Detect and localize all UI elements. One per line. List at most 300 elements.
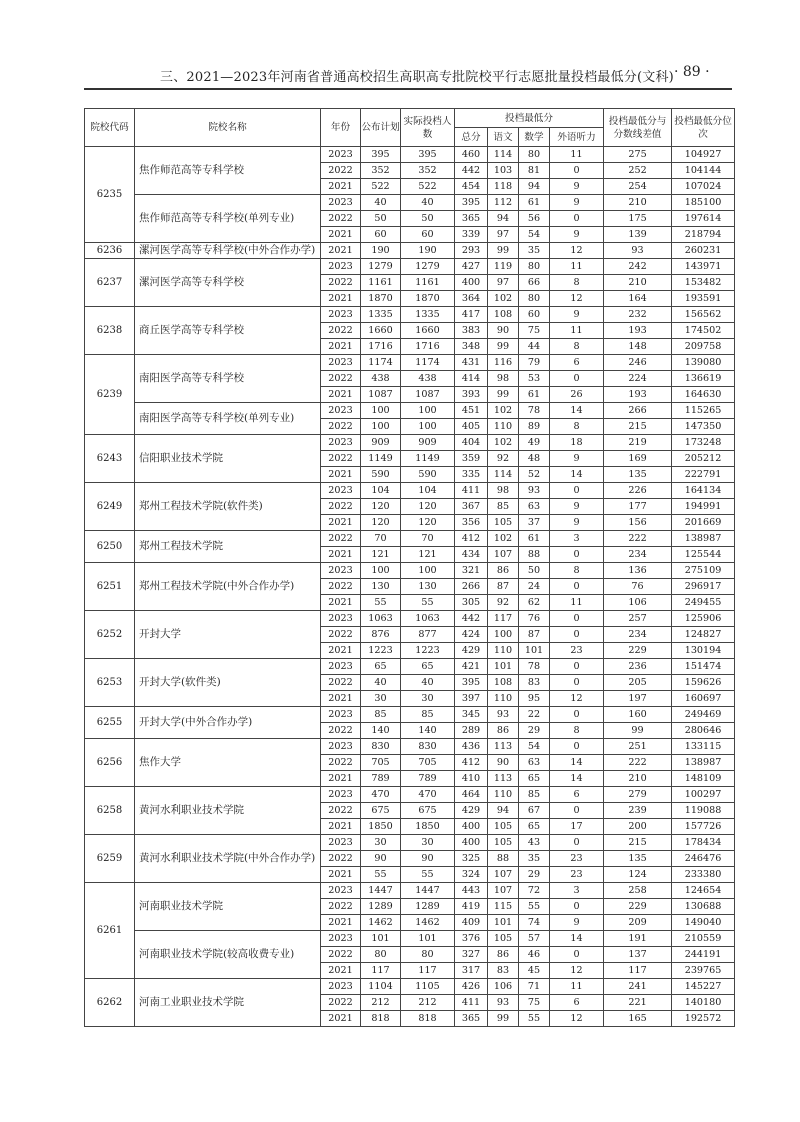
cell-math: 60 bbox=[519, 307, 550, 323]
col-header-min-score-group: 投档最低分 bbox=[455, 109, 604, 128]
col-header-math: 数学 bbox=[519, 128, 550, 147]
cell-listening: 6 bbox=[550, 355, 604, 371]
cell-plan: 1063 bbox=[361, 611, 401, 627]
cell-year: 2023 bbox=[321, 195, 361, 211]
page-number: · 89 · bbox=[674, 64, 710, 80]
cell-diff: 257 bbox=[604, 611, 672, 627]
cell-plan: 1716 bbox=[361, 339, 401, 355]
cell-diff: 254 bbox=[604, 179, 672, 195]
cell-actual: 65 bbox=[401, 659, 455, 675]
cell-year: 2023 bbox=[321, 147, 361, 163]
cell-math: 45 bbox=[519, 963, 550, 979]
cell-diff: 197 bbox=[604, 691, 672, 707]
cell-math: 29 bbox=[519, 867, 550, 883]
cell-actual: 1850 bbox=[401, 819, 455, 835]
cell-actual: 120 bbox=[401, 515, 455, 531]
cell-rank: 138987 bbox=[672, 755, 735, 771]
cell-diff: 177 bbox=[604, 499, 672, 515]
cell-plan: 100 bbox=[361, 563, 401, 579]
cell-actual: 30 bbox=[401, 691, 455, 707]
school-code: 6252 bbox=[85, 611, 135, 659]
table-row bbox=[85, 659, 735, 675]
cell-total: 411 bbox=[455, 995, 488, 1011]
table-row bbox=[85, 483, 735, 499]
cell-actual: 909 bbox=[401, 435, 455, 451]
cell-listening: 9 bbox=[550, 179, 604, 195]
cell-actual: 121 bbox=[401, 547, 455, 563]
cell-total: 339 bbox=[455, 227, 488, 243]
cell-year: 2023 bbox=[321, 307, 361, 323]
cell-rank: 115265 bbox=[672, 403, 735, 419]
cell-diff: 210 bbox=[604, 771, 672, 787]
cell-total: 393 bbox=[455, 387, 488, 403]
school-code: 6253 bbox=[85, 659, 135, 707]
cell-actual: 1716 bbox=[401, 339, 455, 355]
cell-math: 57 bbox=[519, 931, 550, 947]
cell-plan: 70 bbox=[361, 531, 401, 547]
cell-actual: 100 bbox=[401, 563, 455, 579]
cell-total: 405 bbox=[455, 419, 488, 435]
cell-diff: 234 bbox=[604, 627, 672, 643]
cell-plan: 909 bbox=[361, 435, 401, 451]
cell-chinese: 102 bbox=[488, 531, 519, 547]
cell-math: 88 bbox=[519, 547, 550, 563]
cell-total: 395 bbox=[455, 195, 488, 211]
cell-plan: 1149 bbox=[361, 451, 401, 467]
col-header-code: 院校代码 bbox=[85, 109, 135, 147]
school-code: 6249 bbox=[85, 483, 135, 531]
cell-total: 383 bbox=[455, 323, 488, 339]
cell-chinese: 86 bbox=[488, 563, 519, 579]
table-row bbox=[85, 883, 735, 899]
cell-plan: 85 bbox=[361, 707, 401, 723]
table-row bbox=[85, 403, 735, 419]
cell-diff: 76 bbox=[604, 579, 672, 595]
school-code: 6237 bbox=[85, 259, 135, 307]
cell-rank: 130194 bbox=[672, 643, 735, 659]
cell-total: 266 bbox=[455, 579, 488, 595]
cell-year: 2022 bbox=[321, 723, 361, 739]
cell-diff: 135 bbox=[604, 851, 672, 867]
cell-listening: 3 bbox=[550, 531, 604, 547]
cell-diff: 193 bbox=[604, 387, 672, 403]
school-name: 商丘医学高等专科学校 bbox=[135, 307, 321, 355]
cell-rank: 209758 bbox=[672, 339, 735, 355]
cell-math: 24 bbox=[519, 579, 550, 595]
cell-math: 94 bbox=[519, 179, 550, 195]
cell-total: 359 bbox=[455, 451, 488, 467]
cell-listening: 8 bbox=[550, 563, 604, 579]
cell-chinese: 112 bbox=[488, 195, 519, 211]
cell-chinese: 98 bbox=[488, 371, 519, 387]
cell-diff: 210 bbox=[604, 275, 672, 291]
cell-rank: 260231 bbox=[672, 243, 735, 259]
cell-math: 54 bbox=[519, 739, 550, 755]
col-header-name: 院校名称 bbox=[135, 109, 321, 147]
cell-rank: 178434 bbox=[672, 835, 735, 851]
cell-math: 85 bbox=[519, 787, 550, 803]
cell-listening: 9 bbox=[550, 195, 604, 211]
cell-total: 417 bbox=[455, 307, 488, 323]
cell-math: 35 bbox=[519, 243, 550, 259]
cell-math: 29 bbox=[519, 723, 550, 739]
cell-chinese: 100 bbox=[488, 627, 519, 643]
cell-total: 365 bbox=[455, 1011, 488, 1027]
school-code: 6243 bbox=[85, 435, 135, 483]
cell-diff: 222 bbox=[604, 531, 672, 547]
cell-year: 2021 bbox=[321, 387, 361, 403]
table-row bbox=[85, 435, 735, 451]
cell-chinese: 99 bbox=[488, 387, 519, 403]
cell-year: 2022 bbox=[321, 947, 361, 963]
cell-listening: 11 bbox=[550, 323, 604, 339]
cell-actual: 1087 bbox=[401, 387, 455, 403]
cell-listening: 14 bbox=[550, 771, 604, 787]
cell-chinese: 119 bbox=[488, 259, 519, 275]
table-row bbox=[85, 739, 735, 755]
school-name: 南阳医学高等专科学校 bbox=[135, 355, 321, 403]
cell-rank: 125906 bbox=[672, 611, 735, 627]
cell-listening: 8 bbox=[550, 339, 604, 355]
school-name: 焦作师范高等专科学校(单列专业) bbox=[135, 195, 321, 243]
cell-chinese: 90 bbox=[488, 323, 519, 339]
col-header-plan: 公布计划 bbox=[361, 109, 401, 147]
school-name: 黄河水利职业技术学院(中外合作办学) bbox=[135, 835, 321, 883]
cell-diff: 99 bbox=[604, 723, 672, 739]
cell-actual: 1289 bbox=[401, 899, 455, 915]
cell-diff: 236 bbox=[604, 659, 672, 675]
school-name: 开封大学(软件类) bbox=[135, 659, 321, 707]
cell-chinese: 83 bbox=[488, 963, 519, 979]
cell-chinese: 105 bbox=[488, 515, 519, 531]
cell-diff: 246 bbox=[604, 355, 672, 371]
cell-rank: 136619 bbox=[672, 371, 735, 387]
cell-chinese: 105 bbox=[488, 835, 519, 851]
cell-diff: 210 bbox=[604, 195, 672, 211]
cell-plan: 876 bbox=[361, 627, 401, 643]
cell-listening: 11 bbox=[550, 595, 604, 611]
cell-actual: 352 bbox=[401, 163, 455, 179]
cell-chinese: 113 bbox=[488, 771, 519, 787]
cell-chinese: 98 bbox=[488, 483, 519, 499]
cell-listening: 8 bbox=[550, 723, 604, 739]
cell-chinese: 103 bbox=[488, 163, 519, 179]
cell-plan: 1850 bbox=[361, 819, 401, 835]
cell-total: 325 bbox=[455, 851, 488, 867]
cell-math: 54 bbox=[519, 227, 550, 243]
cell-chinese: 88 bbox=[488, 851, 519, 867]
cell-diff: 229 bbox=[604, 899, 672, 915]
cell-diff: 200 bbox=[604, 819, 672, 835]
cell-total: 400 bbox=[455, 835, 488, 851]
cell-actual: 818 bbox=[401, 1011, 455, 1027]
cell-total: 289 bbox=[455, 723, 488, 739]
cell-plan: 818 bbox=[361, 1011, 401, 1027]
cell-diff: 215 bbox=[604, 419, 672, 435]
cell-math: 50 bbox=[519, 563, 550, 579]
school-code: 6262 bbox=[85, 979, 135, 1027]
cell-listening: 0 bbox=[550, 803, 604, 819]
cell-year: 2023 bbox=[321, 563, 361, 579]
cell-plan: 101 bbox=[361, 931, 401, 947]
cell-actual: 1161 bbox=[401, 275, 455, 291]
cell-year: 2023 bbox=[321, 435, 361, 451]
cell-rank: 164630 bbox=[672, 387, 735, 403]
school-name: 南阳医学高等专科学校(单列专业) bbox=[135, 403, 321, 435]
cell-diff: 251 bbox=[604, 739, 672, 755]
cell-math: 22 bbox=[519, 707, 550, 723]
cell-math: 61 bbox=[519, 531, 550, 547]
cell-actual: 70 bbox=[401, 531, 455, 547]
cell-chinese: 107 bbox=[488, 867, 519, 883]
cell-total: 348 bbox=[455, 339, 488, 355]
cell-actual: 117 bbox=[401, 963, 455, 979]
school-code: 6250 bbox=[85, 531, 135, 563]
cell-rank: 119088 bbox=[672, 803, 735, 819]
cell-plan: 1447 bbox=[361, 883, 401, 899]
cell-math: 61 bbox=[519, 387, 550, 403]
cell-math: 56 bbox=[519, 211, 550, 227]
cell-year: 2023 bbox=[321, 259, 361, 275]
cell-total: 367 bbox=[455, 499, 488, 515]
cell-total: 412 bbox=[455, 755, 488, 771]
col-header-diff: 投档最低分与分数线差值 bbox=[604, 109, 672, 147]
table-row bbox=[85, 307, 735, 323]
cell-plan: 212 bbox=[361, 995, 401, 1011]
cell-chinese: 97 bbox=[488, 227, 519, 243]
cell-diff: 266 bbox=[604, 403, 672, 419]
cell-math: 62 bbox=[519, 595, 550, 611]
cell-year: 2021 bbox=[321, 291, 361, 307]
cell-listening: 0 bbox=[550, 483, 604, 499]
cell-diff: 165 bbox=[604, 1011, 672, 1027]
cell-total: 429 bbox=[455, 803, 488, 819]
cell-listening: 12 bbox=[550, 291, 604, 307]
table-row bbox=[85, 259, 735, 275]
cell-diff: 93 bbox=[604, 243, 672, 259]
cell-year: 2021 bbox=[321, 1011, 361, 1027]
cell-total: 404 bbox=[455, 435, 488, 451]
cell-math: 87 bbox=[519, 627, 550, 643]
cell-rank: 275109 bbox=[672, 563, 735, 579]
cell-chinese: 113 bbox=[488, 739, 519, 755]
col-header-year: 年份 bbox=[321, 109, 361, 147]
school-name: 黄河水利职业技术学院 bbox=[135, 787, 321, 835]
cell-rank: 201669 bbox=[672, 515, 735, 531]
cell-actual: 1174 bbox=[401, 355, 455, 371]
cell-math: 75 bbox=[519, 323, 550, 339]
school-code: 6236 bbox=[85, 243, 135, 259]
school-code: 6256 bbox=[85, 739, 135, 787]
cell-math: 35 bbox=[519, 851, 550, 867]
cell-rank: 148109 bbox=[672, 771, 735, 787]
cell-plan: 590 bbox=[361, 467, 401, 483]
cell-plan: 104 bbox=[361, 483, 401, 499]
cell-actual: 470 bbox=[401, 787, 455, 803]
cell-plan: 1087 bbox=[361, 387, 401, 403]
cell-diff: 222 bbox=[604, 755, 672, 771]
cell-diff: 234 bbox=[604, 547, 672, 563]
school-code: 6259 bbox=[85, 835, 135, 883]
cell-listening: 0 bbox=[550, 899, 604, 915]
cell-chinese: 105 bbox=[488, 931, 519, 947]
cell-total: 317 bbox=[455, 963, 488, 979]
cell-listening: 12 bbox=[550, 243, 604, 259]
col-header-listening: 外语听力 bbox=[550, 128, 604, 147]
cell-year: 2022 bbox=[321, 755, 361, 771]
cell-actual: 50 bbox=[401, 211, 455, 227]
cell-chinese: 110 bbox=[488, 691, 519, 707]
cell-actual: 190 bbox=[401, 243, 455, 259]
cell-rank: 222791 bbox=[672, 467, 735, 483]
school-name: 焦作大学 bbox=[135, 739, 321, 787]
col-header-rank: 投档最低分位次 bbox=[672, 109, 735, 147]
cell-listening: 11 bbox=[550, 979, 604, 995]
cell-math: 52 bbox=[519, 467, 550, 483]
cell-rank: 239765 bbox=[672, 963, 735, 979]
cell-year: 2022 bbox=[321, 163, 361, 179]
cell-total: 293 bbox=[455, 243, 488, 259]
cell-diff: 242 bbox=[604, 259, 672, 275]
cell-plan: 90 bbox=[361, 851, 401, 867]
cell-chinese: 101 bbox=[488, 915, 519, 931]
cell-rank: 145227 bbox=[672, 979, 735, 995]
cell-chinese: 92 bbox=[488, 595, 519, 611]
col-header-total: 总分 bbox=[455, 128, 488, 147]
cell-listening: 9 bbox=[550, 307, 604, 323]
cell-math: 71 bbox=[519, 979, 550, 995]
cell-chinese: 102 bbox=[488, 291, 519, 307]
cell-year: 2023 bbox=[321, 931, 361, 947]
cell-year: 2021 bbox=[321, 515, 361, 531]
cell-math: 72 bbox=[519, 883, 550, 899]
cell-actual: 1105 bbox=[401, 979, 455, 995]
cell-listening: 6 bbox=[550, 787, 604, 803]
cell-year: 2022 bbox=[321, 803, 361, 819]
cell-chinese: 108 bbox=[488, 675, 519, 691]
cell-rank: 124654 bbox=[672, 883, 735, 899]
cell-chinese: 94 bbox=[488, 803, 519, 819]
school-code: 6235 bbox=[85, 147, 135, 243]
cell-plan: 30 bbox=[361, 691, 401, 707]
cell-actual: 130 bbox=[401, 579, 455, 595]
cell-math: 95 bbox=[519, 691, 550, 707]
cell-listening: 3 bbox=[550, 883, 604, 899]
cell-diff: 275 bbox=[604, 147, 672, 163]
cell-plan: 50 bbox=[361, 211, 401, 227]
cell-chinese: 102 bbox=[488, 435, 519, 451]
cell-year: 2021 bbox=[321, 867, 361, 883]
cell-year: 2022 bbox=[321, 211, 361, 227]
cell-diff: 279 bbox=[604, 787, 672, 803]
cell-actual: 830 bbox=[401, 739, 455, 755]
school-code: 6261 bbox=[85, 883, 135, 979]
cell-year: 2023 bbox=[321, 835, 361, 851]
cell-year: 2021 bbox=[321, 595, 361, 611]
cell-rank: 160697 bbox=[672, 691, 735, 707]
cell-actual: 60 bbox=[401, 227, 455, 243]
cell-plan: 789 bbox=[361, 771, 401, 787]
table-row bbox=[85, 979, 735, 995]
cell-total: 397 bbox=[455, 691, 488, 707]
cell-math: 75 bbox=[519, 995, 550, 1011]
cell-actual: 101 bbox=[401, 931, 455, 947]
cell-listening: 0 bbox=[550, 947, 604, 963]
cell-chinese: 110 bbox=[488, 787, 519, 803]
cell-year: 2021 bbox=[321, 467, 361, 483]
cell-year: 2021 bbox=[321, 547, 361, 563]
cell-total: 410 bbox=[455, 771, 488, 787]
cell-total: 436 bbox=[455, 739, 488, 755]
cell-listening: 0 bbox=[550, 707, 604, 723]
table-row bbox=[85, 835, 735, 851]
cell-listening: 6 bbox=[550, 995, 604, 1011]
cell-chinese: 110 bbox=[488, 419, 519, 435]
cell-year: 2022 bbox=[321, 675, 361, 691]
cell-listening: 0 bbox=[550, 739, 604, 755]
table-row bbox=[85, 355, 735, 371]
cell-rank: 159626 bbox=[672, 675, 735, 691]
cell-year: 2022 bbox=[321, 451, 361, 467]
cell-diff: 209 bbox=[604, 915, 672, 931]
cell-year: 2021 bbox=[321, 819, 361, 835]
cell-chinese: 115 bbox=[488, 899, 519, 915]
cell-total: 427 bbox=[455, 259, 488, 275]
cell-math: 93 bbox=[519, 483, 550, 499]
cell-year: 2022 bbox=[321, 899, 361, 915]
cell-actual: 80 bbox=[401, 947, 455, 963]
cell-year: 2023 bbox=[321, 707, 361, 723]
cell-year: 2023 bbox=[321, 611, 361, 627]
cell-diff: 215 bbox=[604, 835, 672, 851]
cell-math: 63 bbox=[519, 499, 550, 515]
cell-chinese: 97 bbox=[488, 275, 519, 291]
cell-actual: 877 bbox=[401, 627, 455, 643]
cell-plan: 120 bbox=[361, 499, 401, 515]
cell-year: 2022 bbox=[321, 499, 361, 515]
cell-total: 442 bbox=[455, 163, 488, 179]
cell-total: 376 bbox=[455, 931, 488, 947]
cell-total: 429 bbox=[455, 643, 488, 659]
cell-diff: 148 bbox=[604, 339, 672, 355]
cell-diff: 164 bbox=[604, 291, 672, 307]
cell-year: 2023 bbox=[321, 979, 361, 995]
cell-chinese: 87 bbox=[488, 579, 519, 595]
cell-listening: 26 bbox=[550, 387, 604, 403]
cell-diff: 252 bbox=[604, 163, 672, 179]
cell-plan: 1289 bbox=[361, 899, 401, 915]
cell-rank: 107024 bbox=[672, 179, 735, 195]
cell-actual: 100 bbox=[401, 403, 455, 419]
cell-year: 2023 bbox=[321, 883, 361, 899]
cell-actual: 1660 bbox=[401, 323, 455, 339]
cell-plan: 40 bbox=[361, 195, 401, 211]
cell-actual: 40 bbox=[401, 675, 455, 691]
cell-math: 89 bbox=[519, 419, 550, 435]
table-row bbox=[85, 195, 735, 211]
cell-total: 356 bbox=[455, 515, 488, 531]
cell-rank: 140180 bbox=[672, 995, 735, 1011]
cell-rank: 173248 bbox=[672, 435, 735, 451]
cell-rank: 197614 bbox=[672, 211, 735, 227]
cell-math: 80 bbox=[519, 259, 550, 275]
cell-rank: 205212 bbox=[672, 451, 735, 467]
cell-math: 53 bbox=[519, 371, 550, 387]
cell-actual: 120 bbox=[401, 499, 455, 515]
cell-rank: 244191 bbox=[672, 947, 735, 963]
table-row bbox=[85, 707, 735, 723]
cell-actual: 705 bbox=[401, 755, 455, 771]
